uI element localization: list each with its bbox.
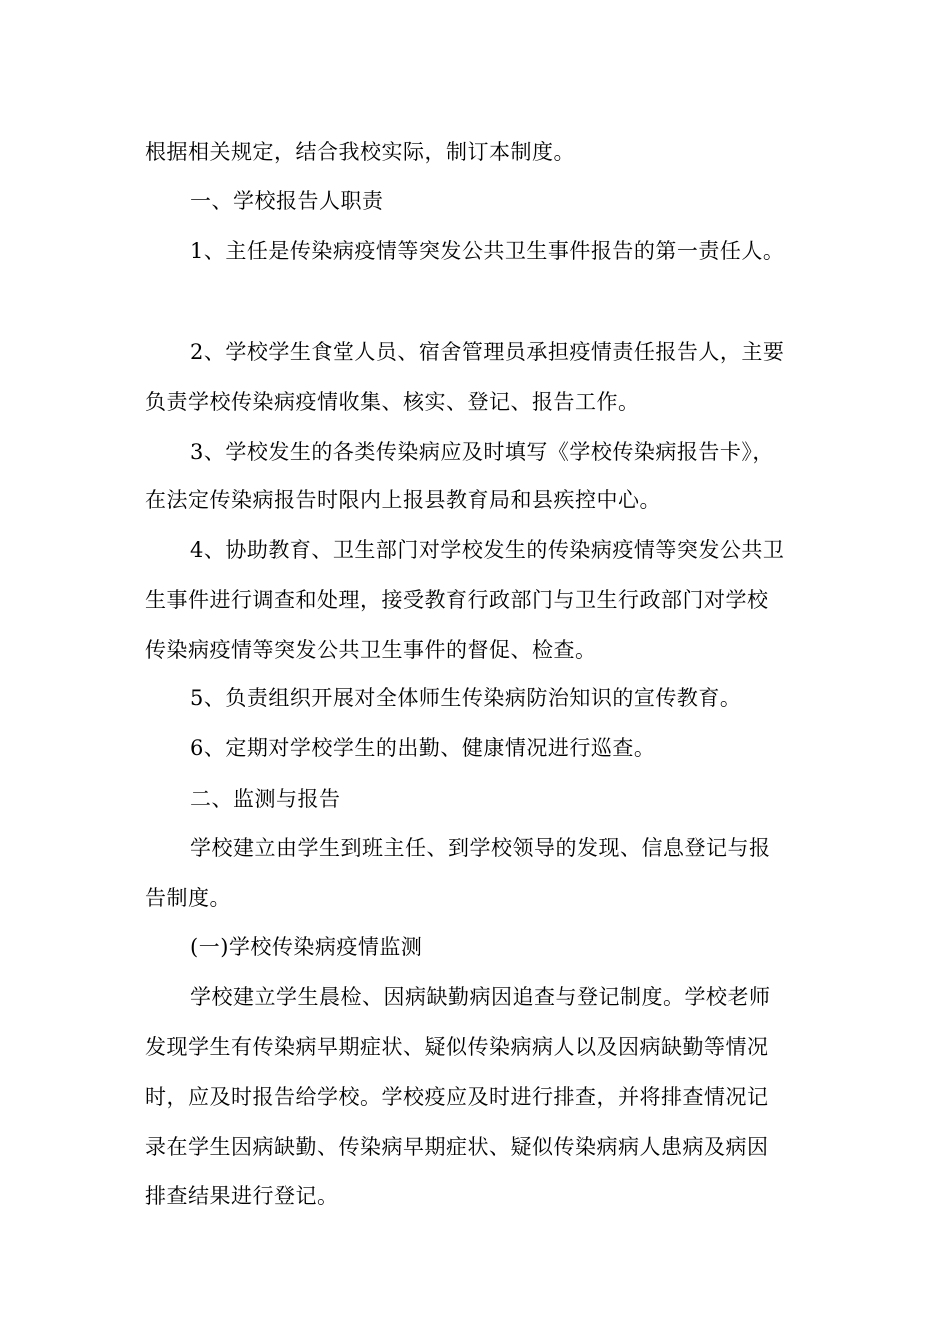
section-heading: 一、学校报告人职责 [190, 189, 384, 213]
paragraph-line: 5、负责组织开展对全体师生传染病防治知识的宣传教育。 [190, 686, 742, 710]
paragraph-line: 录在学生因病缺勤、传染病早期症状、疑似传染病病人患病及病因 [145, 1135, 769, 1159]
paragraph-line: 生事件进行调查和处理，接受教育行政部门与卫生行政部门对学校 [145, 588, 769, 612]
paragraph-line: 根据相关规定，结合我校实际，制订本制度。 [145, 140, 575, 164]
subsection-heading: (一)学校传染病疫情监测 [190, 935, 423, 959]
paragraph-line: 负责学校传染病疫情收集、核实、登记、报告工作。 [145, 390, 640, 414]
paragraph-line: 传染病疫情等突发公共卫生事件的督促、检查。 [145, 638, 597, 662]
paragraph-line: 学校建立由学生到班主任、到学校领导的发现、信息登记与报 [190, 836, 771, 860]
paragraph-line: 告制度。 [145, 886, 231, 910]
paragraph-line: 1、主任是传染病疫情等突发公共卫生事件报告的第一责任人。 [190, 239, 785, 263]
paragraph-line: 学校建立学生晨检、因病缺勤病因追查与登记制度。学校老师 [190, 985, 771, 1009]
paragraph-line: 在法定传染病报告时限内上报县教育局和县疾控中心。 [145, 488, 661, 512]
paragraph-line: 2、学校学生食堂人员、宿舍管理员承担疫情责任报告人，主要 [190, 340, 785, 364]
section-heading: 二、监测与报告 [190, 787, 341, 811]
paragraph-line: 发现学生有传染病早期症状、疑似传染病病人以及因病缺勤等情况 [145, 1035, 769, 1059]
paragraph-line: 4、协助教育、卫生部门对学校发生的传染病疫情等突发公共卫 [190, 538, 785, 562]
paragraph-line: 3、学校发生的各类传染病应及时填写《学校传染病报告卡》， [190, 440, 774, 464]
paragraph-line: 排查结果进行登记。 [145, 1184, 339, 1208]
paragraph-line: 时，应及时报告给学校。学校疫应及时进行排查，并将排查情况记 [145, 1085, 769, 1109]
paragraph-line: 6、定期对学校学生的出勤、健康情况进行巡查。 [190, 736, 656, 760]
